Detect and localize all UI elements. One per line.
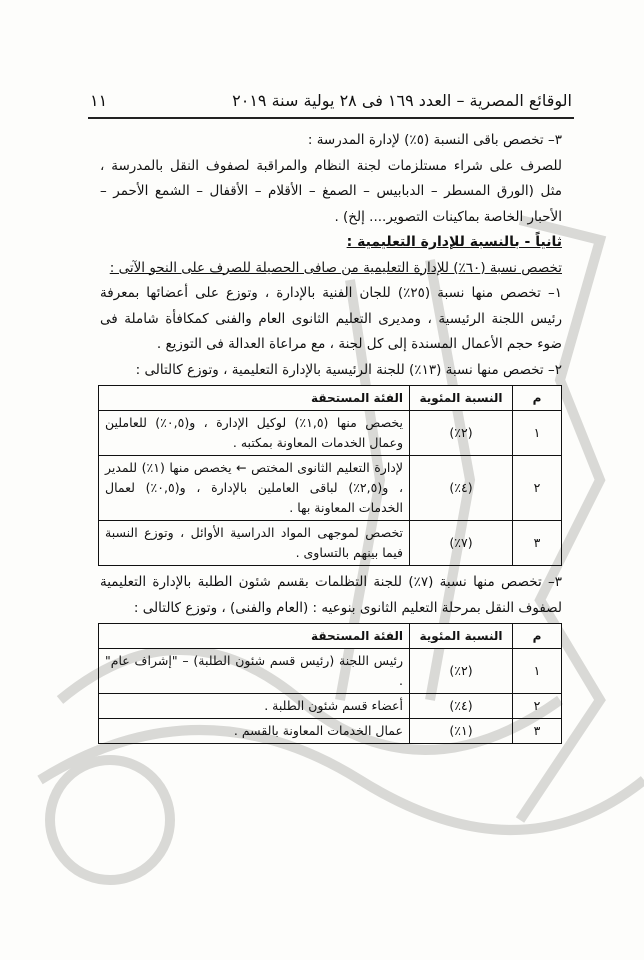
col-header-num: م: [513, 386, 562, 411]
cell-num: ١: [513, 411, 562, 456]
col-header-num: م: [513, 624, 562, 649]
item-1: ١– تخصص منها نسبة (٢٥٪) للجان الفنية بالإدارة ، وتوزع على أعضائها بمعرفة رئيس اللجنة الرئيسية ، ومديرى التعليم الثانوى العام والفنى كمكافأة شاملة فى ضوء حجم الأعمال المسندة إلى كل لجنة ، مع مراعاة العدالة فى التوزيع .: [100, 285, 563, 352]
cell-pct: (١٪): [410, 719, 513, 744]
cell-pct: (٤٪): [410, 694, 513, 719]
cell-cat: يخصص منها (١,٥٪) لوكيل الإدارة ، و(٠,٥٪) للعاملين وعمال الخدمات المعاونة بمكتبه .: [99, 411, 410, 456]
item-3: ٣– تخصص منها نسبة (٧٪) للجنة التظلمات بقسم شئون الطلبة بالإدارة التعليمية لصفوف النقل بمرحلة التعليم الثانوى بنوعيه : (العام والفنى) ، وتوزع كالتالى :: [100, 574, 563, 616]
cell-cat: رئيس اللجنة (رئيس قسم شئون الطلبة) – "إشراف عام" .: [99, 649, 410, 694]
cell-cat: لإدارة التعليم الثانوى المختص ← يخصص منها (١٪) للمدير ، و(٢,٥٪) لباقى العاملين بالإدارة ، و(٠,٥٪) لعمال الخدمات المعاونة بها .: [99, 456, 410, 521]
paragraph-3-body: للصرف على شراء مستلزمات لجنة النظام والمراقبة لصفوف النقل بالمدرسة ، مثل (الورق المسطر – الدبابيس – الصمغ – الأقلام – الأقفال – الشمع الأحمر – الأحبار الخاصة بماكينات التصوير.... إلخ) .: [100, 157, 562, 225]
col-header-cat: الفئة المستحقة: [99, 624, 410, 649]
cell-pct: (٢٪): [410, 411, 513, 456]
table-row: [99, 694, 562, 719]
cell-num: ٣: [513, 719, 562, 744]
header-title: الوقائع المصرية – العدد ١٦٩ فى ٢٨ يولية سنة ٢٠١٩: [232, 90, 572, 110]
cell-pct: (٢٪): [410, 649, 513, 694]
page-header: [90, 86, 572, 114]
header-divider: [88, 117, 574, 119]
table-row: [99, 521, 562, 566]
allocation-table-1: [98, 385, 562, 566]
table-header-row: [99, 624, 562, 649]
section-2-intro: تخصص نسبة (٦٠٪) للإدارة التعليمية من صافى الحصيلة للصرف على النحو الآتى :: [109, 259, 562, 276]
allocation-table-2: [98, 623, 562, 744]
cell-num: ٣: [513, 521, 562, 566]
cell-cat: أعضاء قسم شئون الطلبة .: [99, 694, 410, 719]
cell-num: ٢: [513, 456, 562, 521]
cell-pct: (٧٪): [410, 521, 513, 566]
col-header-pct: النسبة المئوية: [410, 386, 513, 411]
col-header-cat: الفئة المستحقة: [99, 386, 410, 411]
item-2: ٢– تخصص منها نسبة (١٣٪) للجنة الرئيسية بالإدارة التعليمية ، وتوزع كالتالى :: [135, 361, 562, 378]
table-row: [99, 649, 562, 694]
col-header-pct: النسبة المئوية: [410, 624, 513, 649]
table-row: [99, 719, 562, 744]
cell-cat: تخصص لموجهى المواد الدراسية الأوائل ، وتوزع النسبة فيما بينهم بالتساوى .: [99, 521, 410, 566]
page-number: ١١: [90, 90, 108, 110]
cell-num: ٢: [513, 694, 562, 719]
table-header-row: [99, 386, 562, 411]
cell-cat: عمال الخدمات المعاونة بالقسم .: [99, 719, 410, 744]
cell-pct: (٤٪): [410, 456, 513, 521]
table-row: [99, 456, 562, 521]
document-body: [100, 128, 562, 748]
section-2-heading: ثانياً - بالنسبة للإدارة التعليمية :: [346, 234, 562, 250]
paragraph-3-heading: ٣– تخصص باقى النسبة (٥٪) لإدارة المدرسة :: [307, 132, 562, 148]
cell-num: ١: [513, 649, 562, 694]
table-row: [99, 411, 562, 456]
